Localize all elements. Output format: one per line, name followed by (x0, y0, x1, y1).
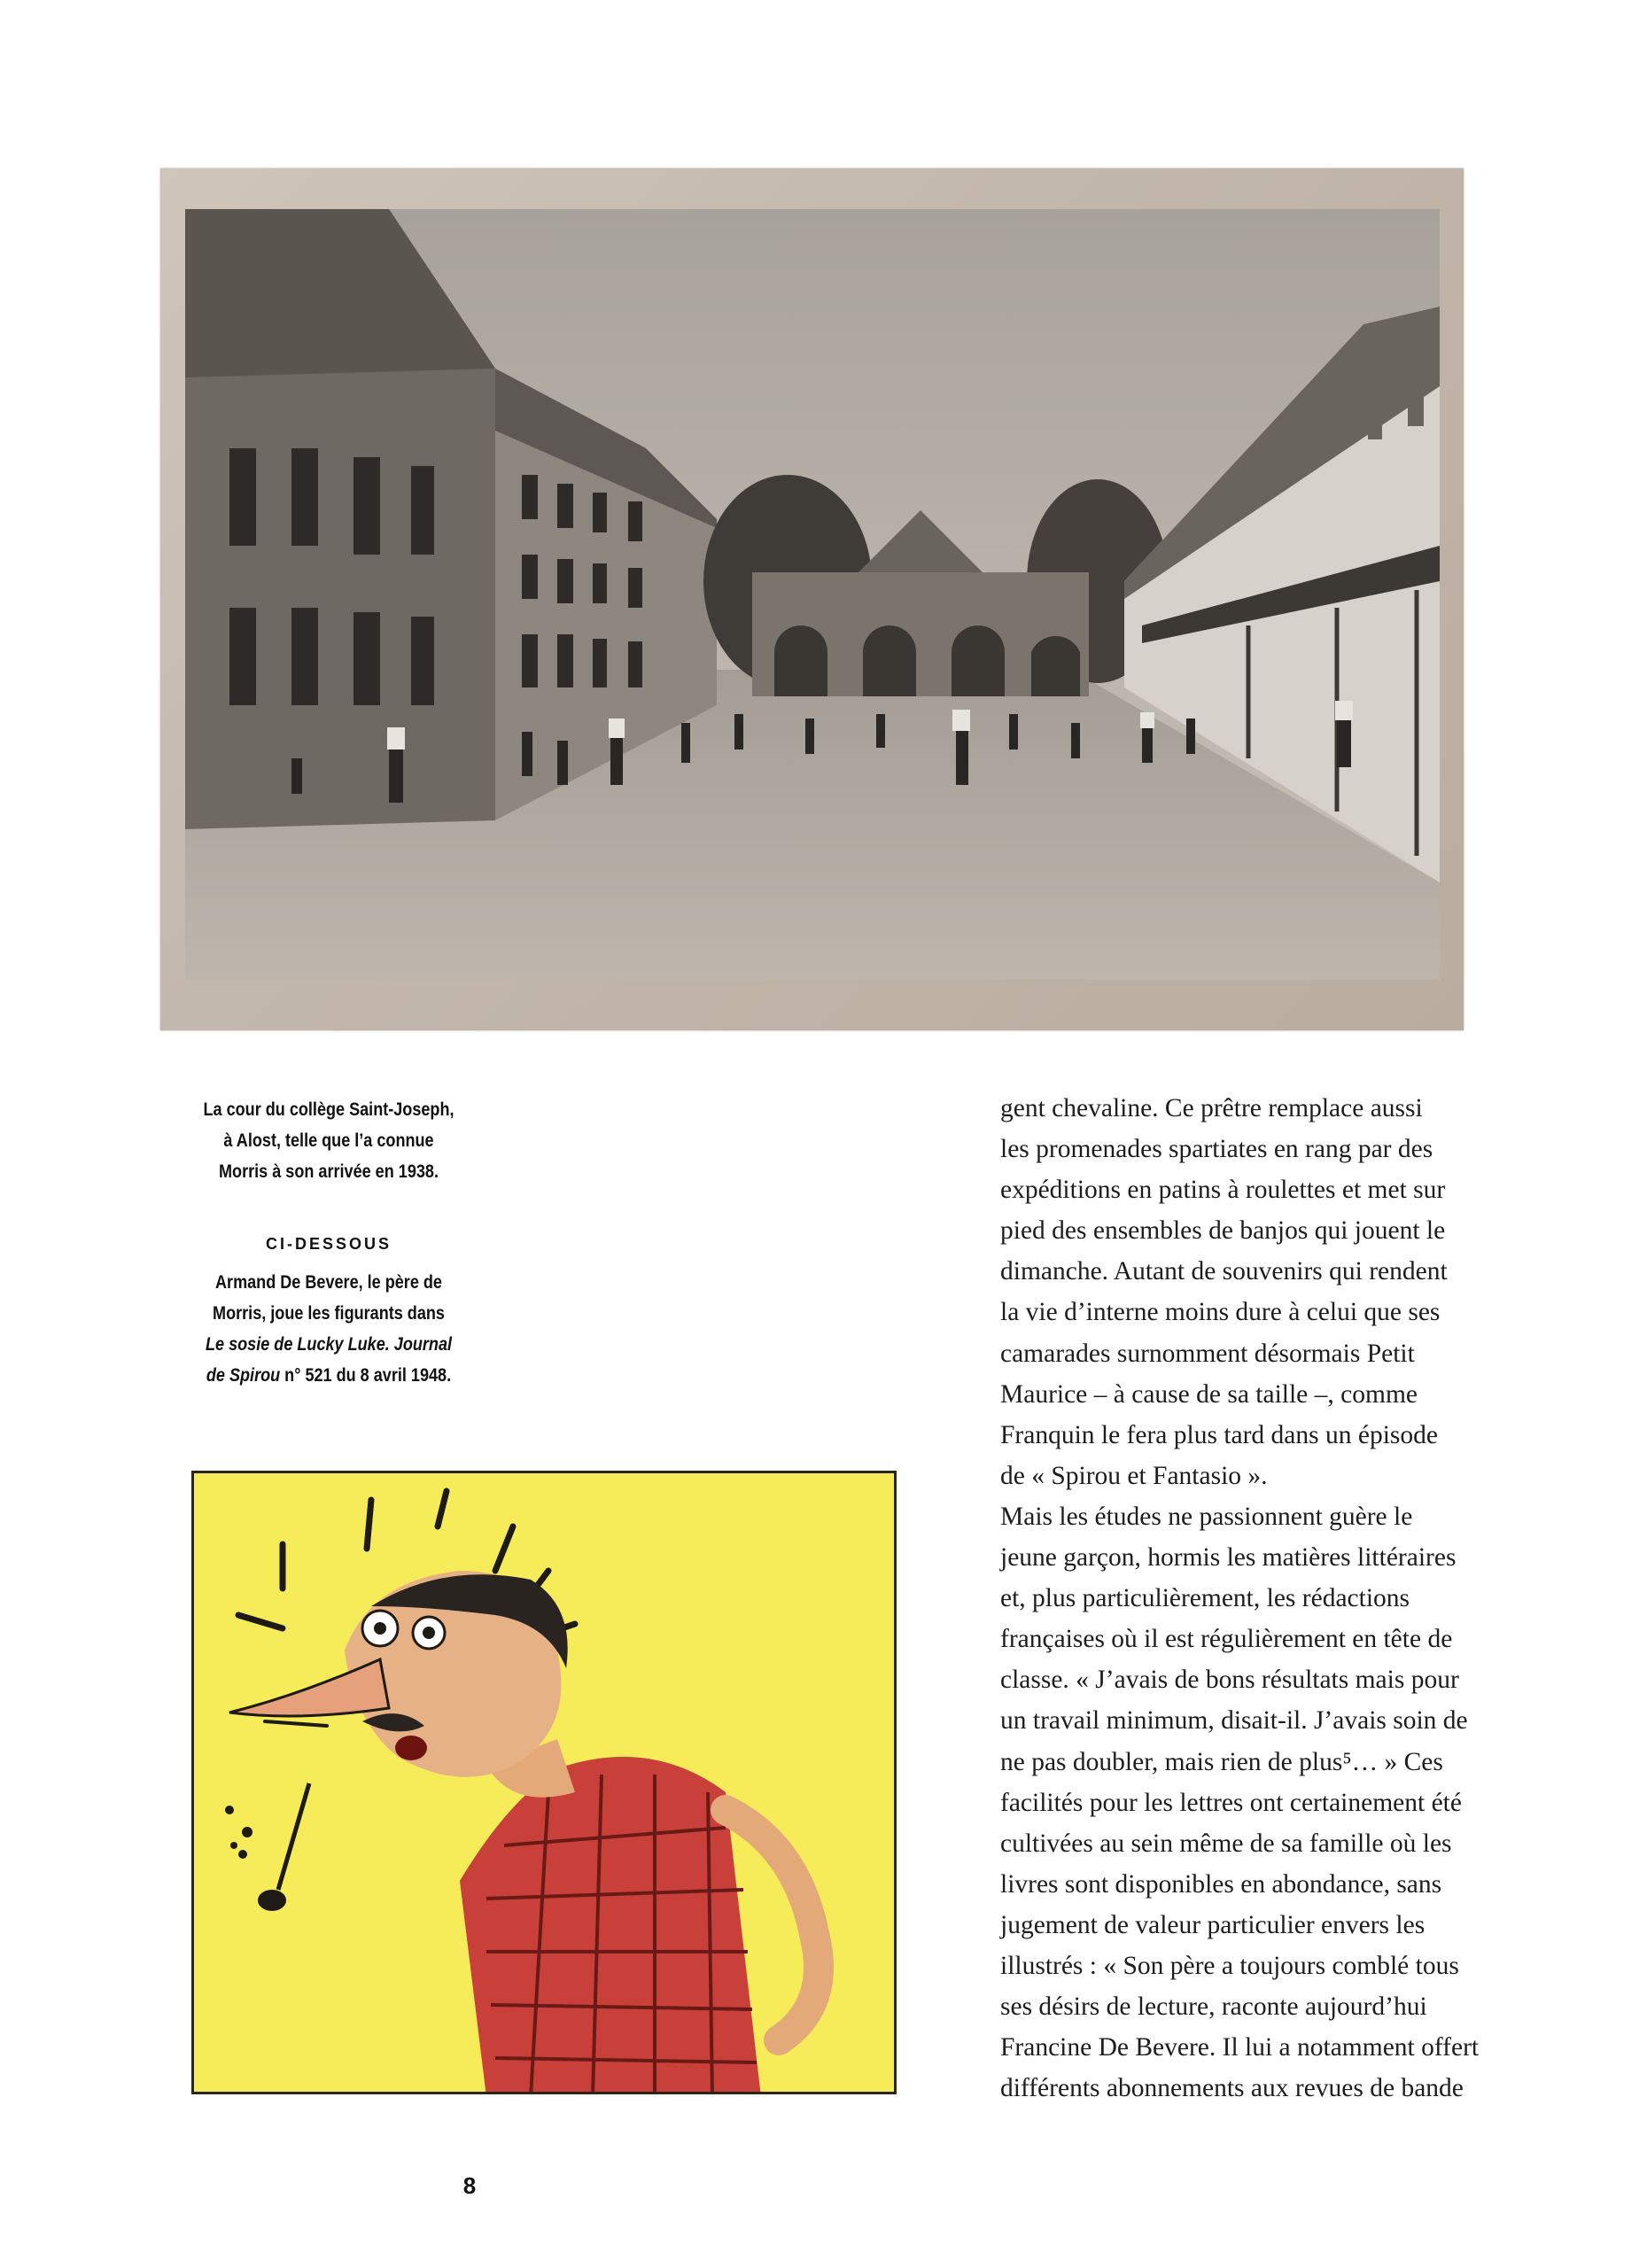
caption-italic: de Spirou (206, 1365, 281, 1386)
caption-label: CI-DESSOUS (265, 1235, 392, 1253)
caption-line: La cour du collège Saint-Joseph, (203, 1099, 454, 1120)
caption-line: Armand De Bevere, le père de (215, 1272, 442, 1293)
text-line: livres sont disponibles en abondance, sans (1000, 1869, 1442, 1899)
text-line: un travail minimum, disait-il. J’avais soin de (1000, 1706, 1468, 1736)
comic-caption (196, 1267, 462, 1391)
caption-line: Morris, joue les figurants dans (213, 1303, 445, 1324)
caption-line: Morris à son arrivée en 1938. (219, 1161, 439, 1182)
text-line: différents abonnements aux revues de bande (1000, 2074, 1464, 2103)
text-line: pied des ensembles de banjos qui jouent le (1000, 1216, 1446, 1246)
text-line: Mais les études ne passionnent guère le (1000, 1502, 1413, 1531)
college-courtyard-photo-icon (185, 209, 1440, 980)
caption-text: n° 521 du 8 avril 1948. (280, 1365, 452, 1386)
text-line: facilités pour les lettres ont certainement été (1000, 1788, 1462, 1817)
page-number: 8 (462, 2172, 477, 2199)
text-line: camarades surnomment désormais Petit (1000, 1339, 1415, 1368)
text-line: gent chevaline. Ce prêtre remplace aussi (1000, 1094, 1423, 1122)
caption-line: à Alost, telle que l’a connue (223, 1130, 434, 1151)
caption-line (196, 1329, 462, 1360)
text-line: jeune garçon, hormis les matières littéraires (1000, 1543, 1457, 1573)
text-line: jugement de valeur particulier envers les (1000, 1910, 1426, 1939)
text-line: illustrés : « Son père a toujours comblé tous (1000, 1951, 1459, 1980)
caption-line (196, 1360, 462, 1391)
text-line: Francine De Bevere. Il lui a notamment offert (1000, 2033, 1480, 2062)
text-line: la vie d’interne moins dure à celui que ses (1000, 1298, 1441, 1327)
text-line: les promenades spartiates en rang par des (1000, 1135, 1433, 1164)
text-line: de « Spirou et Fantasio ». (1000, 1461, 1268, 1490)
courtyard-photo (160, 168, 1464, 1030)
comic-panel (191, 1471, 897, 2094)
photo-caption (196, 1094, 462, 1187)
text-line: ses désirs de lecture, raconte aujourd’hui (1000, 1992, 1427, 2022)
caption-italic: Le sosie de Lucky Luke. Journal (205, 1334, 453, 1355)
text-line: françaises où il est régulièrement en tête de (1000, 1625, 1453, 1654)
text-line: dimanche. Autant de souvenirs qui rendent (1000, 1257, 1448, 1286)
text-line: Franquin le fera plus tard dans un épisode (1000, 1420, 1438, 1449)
text-line: ne pas doubler, mais rien de plus⁵… » Ces (1000, 1747, 1443, 1776)
text-line: Maurice – à cause de sa taille –, comme (1000, 1379, 1418, 1409)
article-body-text (1000, 1088, 1532, 2109)
comic-character-illustration-icon (194, 1473, 897, 2094)
text-line: expéditions en patins à roulettes et met sur (1000, 1176, 1446, 1205)
text-line: classe. « J’avais de bons résultats mais pour (1000, 1666, 1459, 1695)
text-line: cultivées au sein même de sa famille où les (1000, 1829, 1452, 1858)
text-line: et, plus particulièrement, les rédactions (1000, 1584, 1410, 1613)
